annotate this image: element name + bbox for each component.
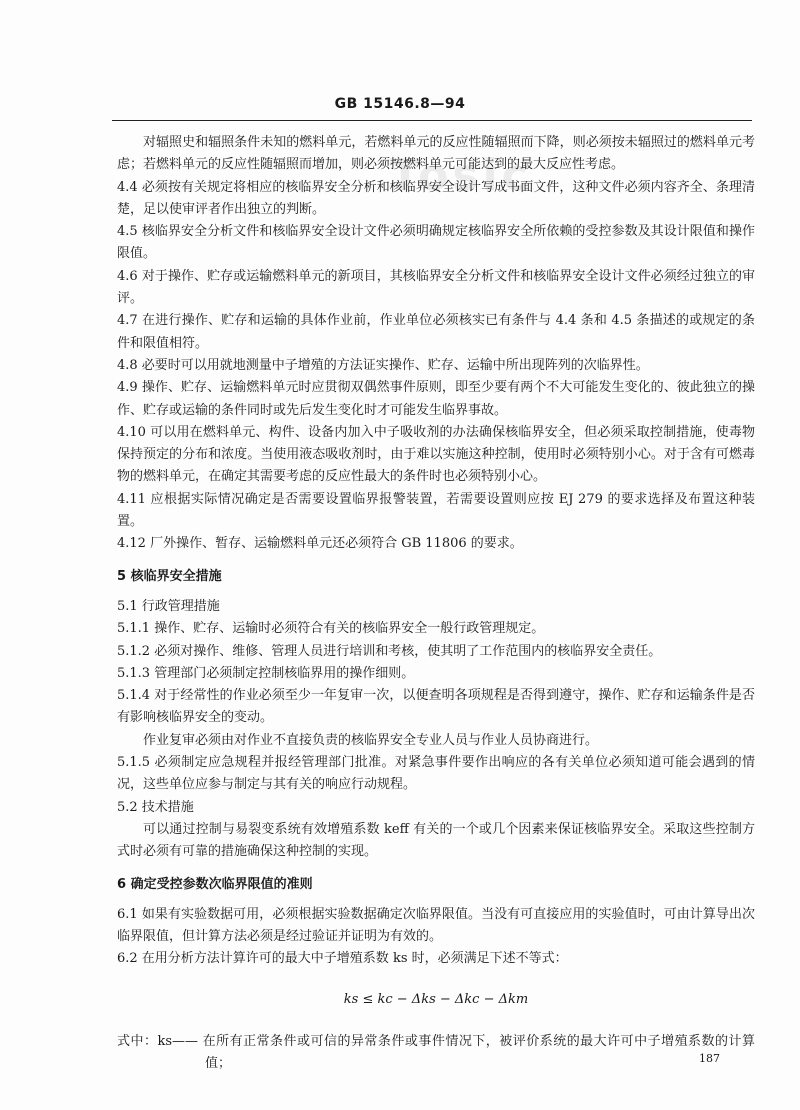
clause-5-1-2: 5.1.2 必须对操作、维修、管理人员进行培训和考核，使其明了工作范围内的核临界安全责任。 xyxy=(117,643,662,659)
paragraph-continuation: 对辐照史和辐照条件未知的燃料单元，若燃料单元的反应性随辐照而下降，则必须按未辐照过的燃料单元考虑；若燃料单元的反应性随辐照而增加，则必须按燃料单元可能达到的最大反应性考虑。 xyxy=(117,135,755,173)
inequality-formula: ks ≤ kc − Δks − Δkc − Δkm xyxy=(343,991,529,1007)
standard-number-header: GB 15146.8—94 xyxy=(334,96,466,112)
clause-5-1-5: 5.1.5 必须制定应急规程并报经管理部门批准。对紧急事件要作出响应的各有关单位必须知道可能会遇到的情况，这些单位应参与制定与其有关的响应行动规程。 xyxy=(117,755,755,793)
watermark: Tosic xyxy=(390,150,532,201)
clause-5-1-4-note: 作业复审必须由对作业不直接负责的核临界安全专业人员与作业人员协商进行。 xyxy=(143,732,599,748)
clause-4-12: 4.12 厂外操作、暂存、运输燃料单元还必须符合 GB 11806 的要求。 xyxy=(117,536,523,552)
clause-5-2: 5.2 技术措施 xyxy=(117,799,194,815)
clause-6-2: 6.2 在用分析方法计算许可的最大中子增殖系数 ks 时，必须满足下述不等式： xyxy=(117,951,568,967)
clause-5-1: 5.1 行政管理措施 xyxy=(117,598,220,614)
header-rule xyxy=(112,120,752,121)
clause-4-9: 4.9 操作、贮存、运输燃料单元时应贯彻双偶然事件原则，即至少要有两个不大可能发生变化的、彼此独立的操作、贮存或运输的条件同时或先后发生变化时才可能发生临界事故。 xyxy=(117,380,755,418)
clause-4-6: 4.6 对于操作、贮存或运输燃料单元的新项目，其核临界安全分析文件和核临界安全设计文件必须经过独立的审评。 xyxy=(117,268,755,307)
section-5-title: 5 核临界安全措施 xyxy=(117,568,222,584)
clause-4-10: 4.10 可以用在燃料单元、构件、设备内加入中子吸收剂的办法确保核临界安全，但必须采取控制措施，使毒物保持预定的分布和浓度。当使用液态吸收剂时，由于难以实施这种控制，使用时必须特别小心。对于含有可燃毒物的燃料单元，在确定其需要考虑的反应性最大的条件时也必须特别小心。 xyxy=(117,424,755,485)
clause-5-1-3: 5.1.3 管理部门必须制定控制核临界用的操作细则。 xyxy=(117,665,415,681)
clause-6-1: 6.1 如果有实验数据可用，必须根据实验数据确定次临界限值。当没有可直接应用的实验值时，可由计算导出次临界限值，但计算方法必须是经过验证并证明为有效的。 xyxy=(117,906,755,945)
clause-4-8: 4.8 必要时可以用就地测量中子增殖的方法证实操作、贮存、运输中所出现阵列的次临界性。 xyxy=(117,357,649,373)
formula-where-clause: 式中：ks—— 在所有正常条件或可信的异常条件或事件情况下，被评价系统的最大许可中子增殖系数的计算值； xyxy=(117,1033,755,1072)
clause-5-1-1: 5.1.1 操作、贮存、运输时必须符合有关的核临界安全一般行政管理规定。 xyxy=(117,621,545,637)
page-number: 187 xyxy=(699,1052,720,1065)
main-content xyxy=(117,132,755,1076)
clause-4-5: 4.5 核临界安全分析文件和核临界安全设计文件必须明确规定核临界安全所依赖的受控参数及其设计限值和操作限值。 xyxy=(117,224,755,262)
clause-5-1-4: 5.1.4 对于经常性的作业必须至少一年复审一次，以便查明各项规程是否得到遵守，操作、贮存和运输条件是否有影响核临界安全的变动。 xyxy=(117,688,755,726)
section-6-title: 6 确定受控参数次临界限值的准则 xyxy=(117,876,313,892)
clause-4-7: 4.7 在进行操作、贮存和运输的具体作业前，作业单位必须核实已有条件与 4.4 条和 4.5 条描述的或规定的条件和限值相符。 xyxy=(117,313,755,351)
clause-5-2-text: 可以通过控制与易裂变系统有效增殖系数 keff 有关的一个或几个因素来保证核临界安全。采取这些控制方式时必须有可靠的措施确保这种控制的实现。 xyxy=(117,821,755,860)
clause-4-4: 4.4 必须按有关规定将相应的核临界安全分析和核临界安全设计写成书面文件，这种文件必须内容齐全、条理清楚，足以使审评者作出独立的判断。 xyxy=(117,179,755,217)
clause-4-11: 4.11 应根据实际情况确定是否需要设置临界报警装置，若需要设置则应按 EJ 279 的要求选择及布置这种装置。 xyxy=(117,491,755,530)
